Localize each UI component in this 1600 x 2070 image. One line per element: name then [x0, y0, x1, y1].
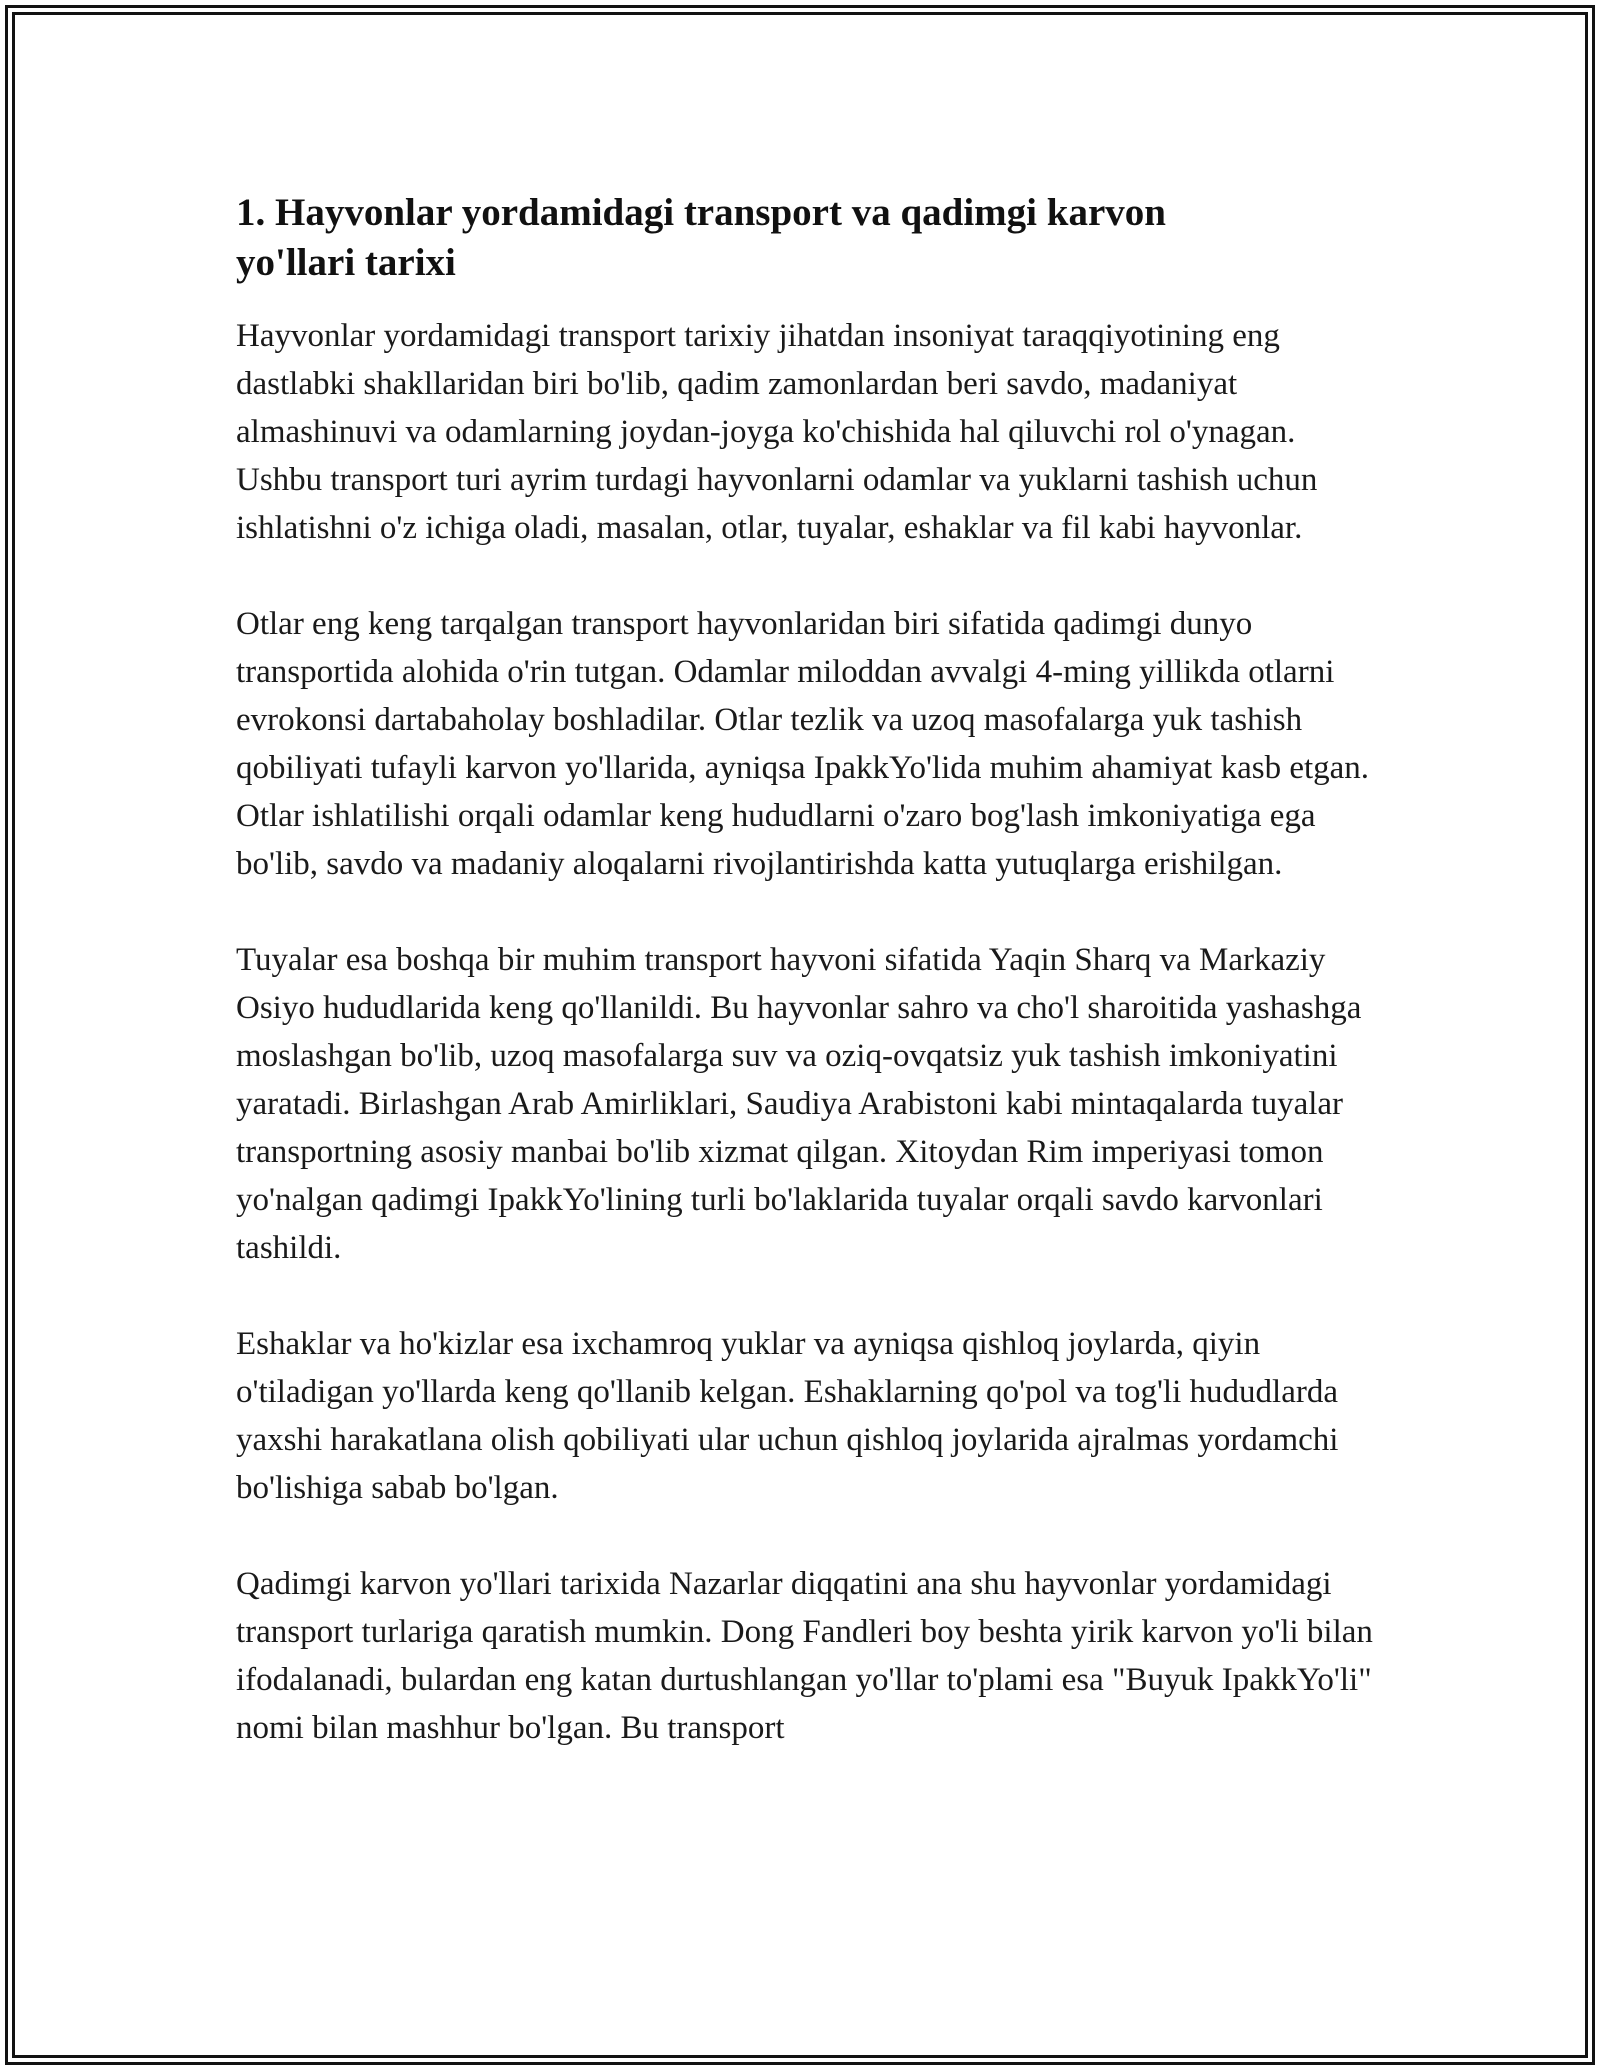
document-body: [236, 188, 1376, 1800]
paragraph-intro: Hayvonlar yordamidagi transport tarixiy jihatdan insoniyat taraqqiyotining eng dastlabki shakllaridan biri bo'lib, qadim zamonlardan beri savdo, madaniyat almashinuvi va odamlarning joydan-joyga ko'chishida hal qiluvchi rol o'ynagan. Ushbu transport turi ayrim turdagi hayvonlarni odamlar va yuklarni tashish uchun ishlatishni o'z ichiga oladi, masalan, otlar, tuyalar, eshaklar va fil kabi hayvonlar.: [236, 318, 1318, 546]
paragraph-horses: Otlar eng keng tarqalgan transport hayvonlaridan biri sifatida qadimgi dunyo transportida alohida o'rin tutgan. Odamlar miloddan avvalgi 4-ming yillikda otlarni evrokonsi dartabaholay boshladilar. Otlar tezlik va uzoq masofalarga yuk tashish qobiliyati tufayli karvon yo'llarida, ayniqsa IpakkYo'lida muhim ahamiyat kasb etgan. Otlar ishlatilishi orqali odamlar keng hududlarni o'zaro bog'lash imkoniyatiga ega bo'lib, savdo va madaniy aloqalarni rivojlantirishda katta yutuqlarga erishilgan.: [236, 606, 1370, 882]
section-heading: 1. Hayvonlar yordamidagi transport va qadimgi karvon yo'llari tarixi: [236, 191, 1166, 284]
paragraph-caravan-routes: Qadimgi karvon yo'llari tarixida Nazarlar diqqatini ana shu hayvonlar yordamidagi transport turlariga qaratish mumkin. Dong Fandleri boy beshta yirik karvon yo'li bilan ifodalanadi, bulardan eng katan durtushlangan yo'llar to'plami esa "Buyuk IpakkYo'li" nomi bilan mashhur bo'lgan. Bu transport: [236, 1566, 1373, 1746]
paragraph-donkeys: Eshaklar va ho'kizlar esa ixchamroq yuklar va ayniqsa qishloq joylarda, qiyin o'tiladigan yo'llarda keng qo'llanib kelgan. Eshaklarning qo'pol va tog'li hududlarda yaxshi harakatlana olish qobiliyati ular uchun qishloq joylarida ajralmas yordamchi bo'lishiga sabab bo'lgan.: [236, 1326, 1339, 1506]
paragraph-camels: Tuyalar esa boshqa bir muhim transport hayvoni sifatida Yaqin Sharq va Markaziy Osiyo hududlarida keng qo'llanildi. Bu hayvonlar sahro va cho'l sharoitida yashashga moslashgan bo'lib, uzoq masofalarga suv va oziq-ovqatsiz yuk tashish imkoniyatini yaratadi. Birlashgan Arab Amirliklari, Saudiya Arabistoni kabi mintaqalarda tuyalar transportning asosiy manbai bo'lib xizmat qilgan. Xitoydan Rim imperiyasi tomon yo'nalgan qadimgi IpakkYo'lining turli bo'laklarida tuyalar orqali savdo karvonlari tashildi.: [236, 942, 1362, 1266]
